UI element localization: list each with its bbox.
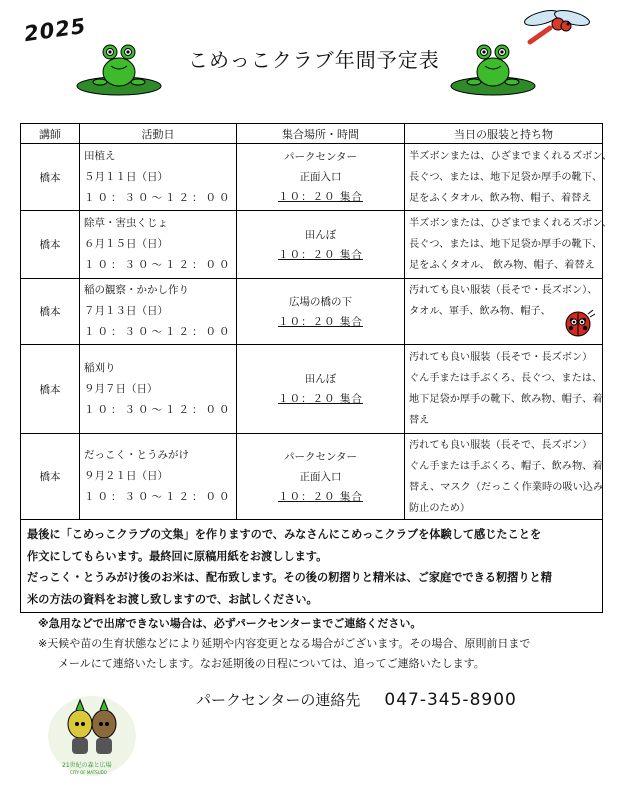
activity-name: 稲の観察・かかし作り	[84, 284, 189, 296]
activity-name: だっこく・とうみがけ	[84, 449, 189, 461]
gather-time: １０：２０ 集合	[278, 393, 363, 405]
teacher-cell: 橋本	[21, 279, 80, 345]
place-detail: 正面入口	[299, 470, 342, 483]
items-cell	[405, 144, 612, 211]
items-line: 替え	[409, 415, 430, 426]
activity-date: ９月７日（日）	[84, 382, 158, 395]
note-line: 最後に「こめっこクラブの文集」を作りますので、みなさんにこめっこクラブを体験して感じたことを	[27, 528, 542, 541]
activity-cell	[80, 211, 237, 279]
activity-cell	[80, 434, 237, 520]
ladybug-icon	[560, 308, 596, 338]
activity-name: 除草・害虫くじょ	[84, 217, 168, 229]
table-row	[21, 279, 603, 345]
gather-time: １０：２０ 集合	[278, 315, 363, 328]
mascot-logo-subtext: CITY OF MATSUDO	[70, 770, 107, 775]
activity-date: ６月１５日（日）	[84, 238, 168, 250]
items-line: 長ぐつ、または、地下足袋か厚手の靴下、	[409, 239, 603, 250]
items-line: 足をふくタオル、 飲み物、帽子、着替え	[409, 260, 595, 271]
contact-phone: 047-345-8900	[384, 690, 517, 710]
activity-name: 田植え	[84, 149, 116, 162]
place-cell	[237, 345, 405, 434]
contact-info	[196, 689, 517, 710]
place-detail: 正面入口	[299, 171, 342, 183]
teacher-cell: 橋本	[21, 434, 80, 520]
gather-time: １０：２０ 集合	[278, 248, 363, 261]
note-line: 米の方法の資料をお渡し致しますので、お試しください。	[27, 592, 318, 606]
teacher-cell: 橋本	[21, 144, 80, 211]
items-line: ぐん手または手ぶくろ、長ぐつ、または、	[409, 373, 603, 384]
header-date: 活動日	[80, 124, 237, 144]
items-line: 防止のため）	[409, 502, 471, 514]
items-line: 長ぐつ、または、地下足袋か厚手の靴下、	[409, 171, 603, 183]
items-line: 半ズボンまたは、ひざまでまくれるズボン、	[409, 150, 612, 162]
place-name: 田んぼ	[304, 228, 337, 241]
activity-time: １０：３０～１２：００	[84, 326, 233, 338]
activity-date: ７月１３日（日）	[84, 305, 168, 317]
items-cell	[405, 345, 603, 434]
table-row	[21, 345, 603, 434]
place-cell	[237, 434, 405, 520]
items-line: 汚れても良い服装（長そで・長ズボン）	[409, 352, 593, 363]
activity-time: １０：３０～１２：００	[84, 191, 233, 204]
notice-weather-cont: メールにて連絡いたします。なお延期後の日程については、追ってご連絡いたします。	[58, 657, 485, 670]
items-line: ぐん手または手ぶくろ、帽子、飲み物、着	[409, 460, 603, 472]
contact-label: パークセンターの連絡先	[196, 691, 361, 709]
activity-date: ９月２１日（日）	[84, 470, 168, 482]
teacher-cell: 橋本	[21, 211, 80, 279]
items-cell	[405, 211, 612, 279]
mascot-logo-text: 21世紀の森と広場	[62, 762, 112, 769]
notice-weather: ※天候や苗の生育状態などにより延期や内容変更となる場合がございます。その場合、原則前日まで	[38, 637, 531, 650]
page-title: こめっこクラブ年間予定表	[188, 48, 440, 72]
activity-time: １０：３０～１２：００	[84, 259, 233, 271]
place-name: パークセンター	[283, 151, 358, 163]
note-line: だっこく・とうみがけ後のお米は、配布致します。その後の籾摺りと精米は、ご家庭でできる籾摺りと精	[27, 571, 552, 584]
note-line: 作文にしてもらいます。最終回に原稿用紙をお渡しします。	[27, 549, 328, 563]
place-cell	[237, 279, 405, 345]
frog-left-icon	[74, 38, 164, 96]
notices	[38, 614, 530, 674]
note-cell	[21, 520, 603, 613]
table-row	[21, 434, 603, 520]
notice-absence: ※急用などで出席できない場合は、必ずパークセンターまでご連絡ください。	[38, 617, 422, 630]
activity-time: １０：３０～１２：００	[84, 491, 233, 503]
header-place: 集合場所・時間	[237, 124, 405, 144]
mascot-logo	[44, 686, 140, 782]
activity-cell	[80, 345, 237, 434]
header-teacher: 講師	[21, 124, 80, 144]
items-line: タオル、軍手、飲み物、帽子、	[409, 306, 551, 317]
activity-time: １０：３０～１２：００	[84, 403, 233, 416]
teacher-cell: 橋本	[21, 345, 80, 434]
items-line: 汚れても良い服装（長そで、長ズボン）	[409, 439, 593, 451]
place-name: 田んぼ	[304, 373, 337, 385]
items-line: 足をふくタオル、飲み物、帽子、着替え	[409, 192, 592, 204]
place-name: 広場の橋の下	[289, 295, 352, 308]
place-name: パークセンター	[283, 450, 358, 463]
items-cell	[405, 434, 603, 520]
items-line: 汚れても良い服装（長そで・長ズボン）、	[409, 285, 598, 296]
activity-date: ５月１１日（日）	[84, 170, 168, 183]
items-line: 半ズボンまたは、ひざまでまくれるズボン、	[409, 218, 612, 229]
table-row	[21, 144, 603, 211]
items-line: 替え、マスク（だっこく作業時の吸い込み	[409, 481, 604, 493]
table-row	[21, 211, 603, 279]
gather-time: １０：２０ 集合	[278, 490, 363, 503]
year-label: 2025	[22, 13, 88, 47]
activity-cell	[80, 144, 237, 211]
gather-time: １０：２０ 集合	[278, 191, 363, 203]
place-cell	[237, 211, 405, 279]
header-items: 当日の服装と持ち物	[405, 124, 603, 144]
activity-name: 稲刈り	[84, 361, 116, 374]
note-row	[21, 520, 603, 613]
items-line: 地下足袋か厚手の靴下、飲み物、帽子、着	[409, 394, 603, 405]
schedule-table	[20, 123, 612, 613]
dragonfly-icon	[520, 6, 600, 50]
table-header-row	[21, 124, 603, 144]
place-cell	[237, 144, 405, 211]
activity-cell	[80, 279, 237, 345]
